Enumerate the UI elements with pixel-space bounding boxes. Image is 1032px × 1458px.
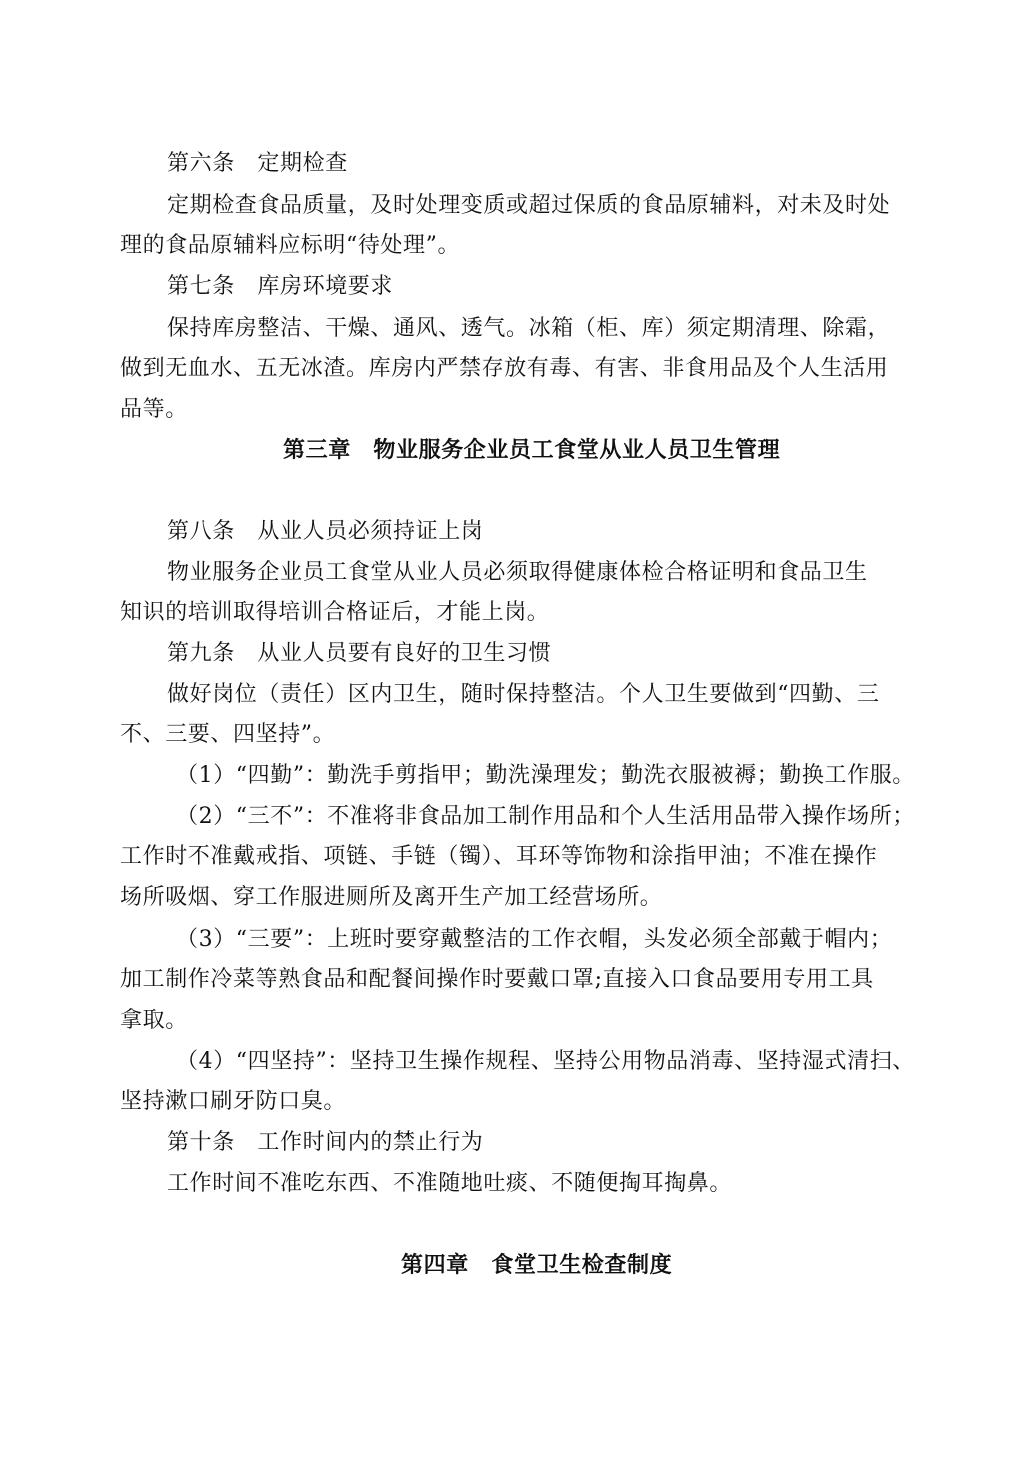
paragraph-line: 坚持漱口刷牙防口臭。 [120,1089,347,1114]
paragraph-line: 工作时不准戴戒指、项链、手链（镯）、耳环等饰物和涂指甲油；不准在操作 [120,844,878,869]
paragraph-line: 保持库房整洁、干燥、通风、透气。冰箱（柜、库）须定期清理、除霜， [167,316,891,341]
list-item-2: （2）“三不”：不准将非食品加工制作用品和个人生活用品带入操作场所； [176,804,915,829]
article-6-title: 第六条 定期检查 [167,151,348,176]
paragraph-line: 定期检查食品质量，及时处理变质或超过保质的食品原辅料，对未及时处 [167,193,891,218]
article-7-title: 第七条 库房环境要求 [167,274,394,299]
list-item-1: （1）“四勤”：勤洗手剪指甲；勤洗澡理发；勤洗衣服被褥；勤换工作服。 [176,763,915,788]
paragraph-line: 品等。 [120,397,188,422]
paragraph-line: 不、三要、四坚持”。 [120,722,336,747]
paragraph-line: 理的食品原辅料应标明“待处理”。 [120,233,461,258]
article-9-title: 第九条 从业人员要有良好的卫生习惯 [167,641,552,666]
paragraph-line: 拿取。 [120,1008,188,1033]
chapter-3-heading: 第三章 物业服务企业员工食堂从业人员卫生管理 [283,437,781,463]
paragraph-line: 做到无血水、五无冰渣。库房内严禁存放有毒、有害、非食用品及个人生活用 [120,356,889,381]
paragraph-line: 工作时间不准吃东西、不准随地吐痰、不随便掏耳掏鼻。 [167,1171,733,1196]
article-10-title: 第十条 工作时间内的禁止行为 [167,1130,484,1155]
chapter-4-heading: 第四章 食堂卫生检查制度 [401,1252,673,1278]
paragraph-line: 知识的培训取得培训合格证后，才能上岗。 [120,600,550,625]
paragraph-line: 场所吸烟、穿工作服进厕所及离开生产加工经营场所。 [120,885,663,910]
paragraph-line: 物业服务企业员工食堂从业人员必须取得健康体检合格证明和食品卫生 [167,560,868,585]
article-8-title: 第八条 从业人员必须持证上岗 [167,519,484,544]
paragraph-line: 做好岗位（责任）区内卫生，随时保持整洁。个人卫生要做到“四勤、三 [167,682,880,707]
list-item-4: （4）“四坚持”：坚持卫生操作规程、坚持公用物品消毒、坚持湿式清扫、 [176,1049,915,1074]
paragraph-line: 加工制作冷菜等熟食品和配餐间操作时要戴口罩;直接入口食品要用专用工具 [120,967,874,992]
list-item-3: （3）“三要”：上班时要穿戴整洁的工作衣帽，头发必须全部戴于帽内； [176,927,893,952]
